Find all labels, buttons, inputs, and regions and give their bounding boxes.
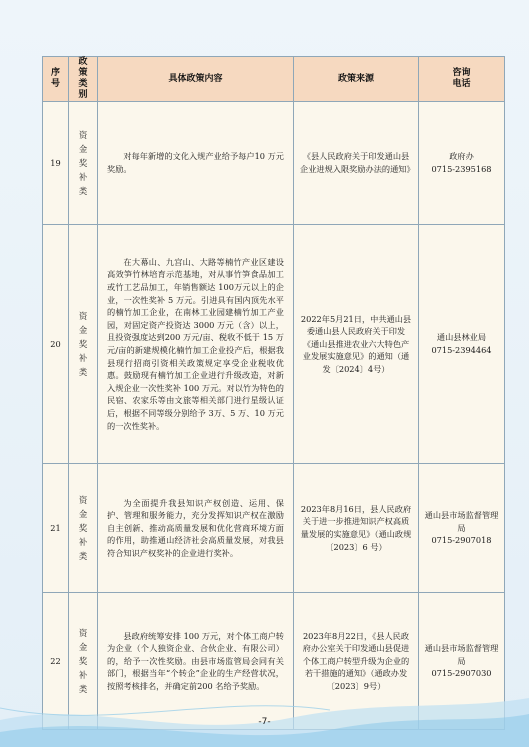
contact-phone: 0715-2907018 bbox=[431, 535, 492, 546]
row-category: 资金奖补类 bbox=[69, 102, 98, 225]
contact-name: 政府办 bbox=[449, 151, 474, 162]
policy-table bbox=[42, 56, 505, 730]
row-content: 为全面提升我县知识产权创造、运用、保护、管理和服务能力，充分发挥知识产权在激励自主创新、推动高质量发展和优化营商环境方面的作用，助推通山经济社会高质量发展，对我县符合知识产权奖补的企业进行奖补。 bbox=[98, 464, 294, 593]
contact-name: 通山县市场监督管理局 bbox=[424, 643, 499, 666]
row-contact bbox=[419, 102, 505, 225]
contact-phone: 0715-2394464 bbox=[431, 345, 492, 355]
row-source: 《县人民政府关于印发通山县企业进规入限奖励办法的通知》 bbox=[294, 102, 419, 225]
row-content: 县政府统筹安排 100 万元，对个体工商户转为企业（个人独资企业、合伙企业、有限公司）的，给予一次性奖励。由县市场监管局会同有关部门，根据当年“个转企”企业的生产经营状况，按照考核排名，并确定前200 名给予奖励。 bbox=[98, 593, 294, 730]
header-no: 序号 bbox=[43, 57, 69, 102]
row-category: 资金奖补类 bbox=[69, 225, 98, 464]
header-content: 具体政策内容 bbox=[98, 57, 294, 102]
row-category: 资金奖补类 bbox=[69, 593, 98, 730]
row-number: 22 bbox=[43, 593, 69, 730]
table-row bbox=[43, 464, 505, 593]
table-row bbox=[43, 225, 505, 464]
row-source: 2023年8月16日，县人民政府关于进一步推进知识产权高质量发展的实施意见》（通山政规〔2023〕6 号） bbox=[294, 464, 419, 593]
row-contact bbox=[419, 464, 505, 593]
row-content: 对每年新增的文化入规产业给予每户10 万元奖励。 bbox=[98, 102, 294, 225]
contact-phone: 0715-2395168 bbox=[431, 164, 492, 174]
table-header bbox=[43, 57, 505, 102]
row-contact bbox=[419, 225, 505, 464]
row-number: 20 bbox=[43, 225, 69, 464]
contact-name: 通山县市场监督管理局 bbox=[424, 510, 499, 533]
row-content: 在大幕山、九宫山、大路等楠竹产业区建设高效笋竹林培育示范基地，对从事竹笋食品加工或竹工艺品加工，年销售额达 100万元以上的企业，一次性奖补 5 万元。引进具有国内顶先水平的楠竹加工企业，在南林工业园建楠竹加工产业园，对固定资产投资达 3000 万元（含）以上，且投资强度达到200 万元/亩、税收不低于 15 万元/亩的新建规模化楠竹加工企业投产后，根据我县现行招商引资相关政策规定享受企业税收优惠。鼓励现有楠竹加工企业进行升级改造，对新入规企业一次性奖补 100 万元。对以竹为特色的民宿、农家乐等由文旅等相关部门进行星级认证后，根据不同等级分别给予 3万、5 万、10 万元的一次性奖补。 bbox=[98, 225, 294, 464]
header-contact: 咨询电话 bbox=[419, 57, 505, 102]
row-number: 21 bbox=[43, 464, 69, 593]
header-category: 政策类别 bbox=[69, 57, 98, 102]
contact-phone: 0715-2907030 bbox=[431, 668, 492, 679]
row-number: 19 bbox=[43, 102, 69, 225]
row-source: 2022年5月21日，中共通山县委通山县人民政府关于印发《通山县推进农业六大特色产业发展实施意见》的通知（通发〔2024〕4号） bbox=[294, 225, 419, 464]
page-number: -7- bbox=[258, 717, 271, 727]
table-row bbox=[43, 102, 505, 225]
row-source: 2023年8月22日，《县人民政府办公室关于印发通山县促进个体工商户转型升级为企业的若干措施的通知》（通政办发〔2023〕9号） bbox=[294, 593, 419, 730]
row-category: 资金奖补类 bbox=[69, 464, 98, 593]
contact-name: 通山县林业局 bbox=[436, 332, 487, 343]
header-source: 政策来源 bbox=[294, 57, 419, 102]
